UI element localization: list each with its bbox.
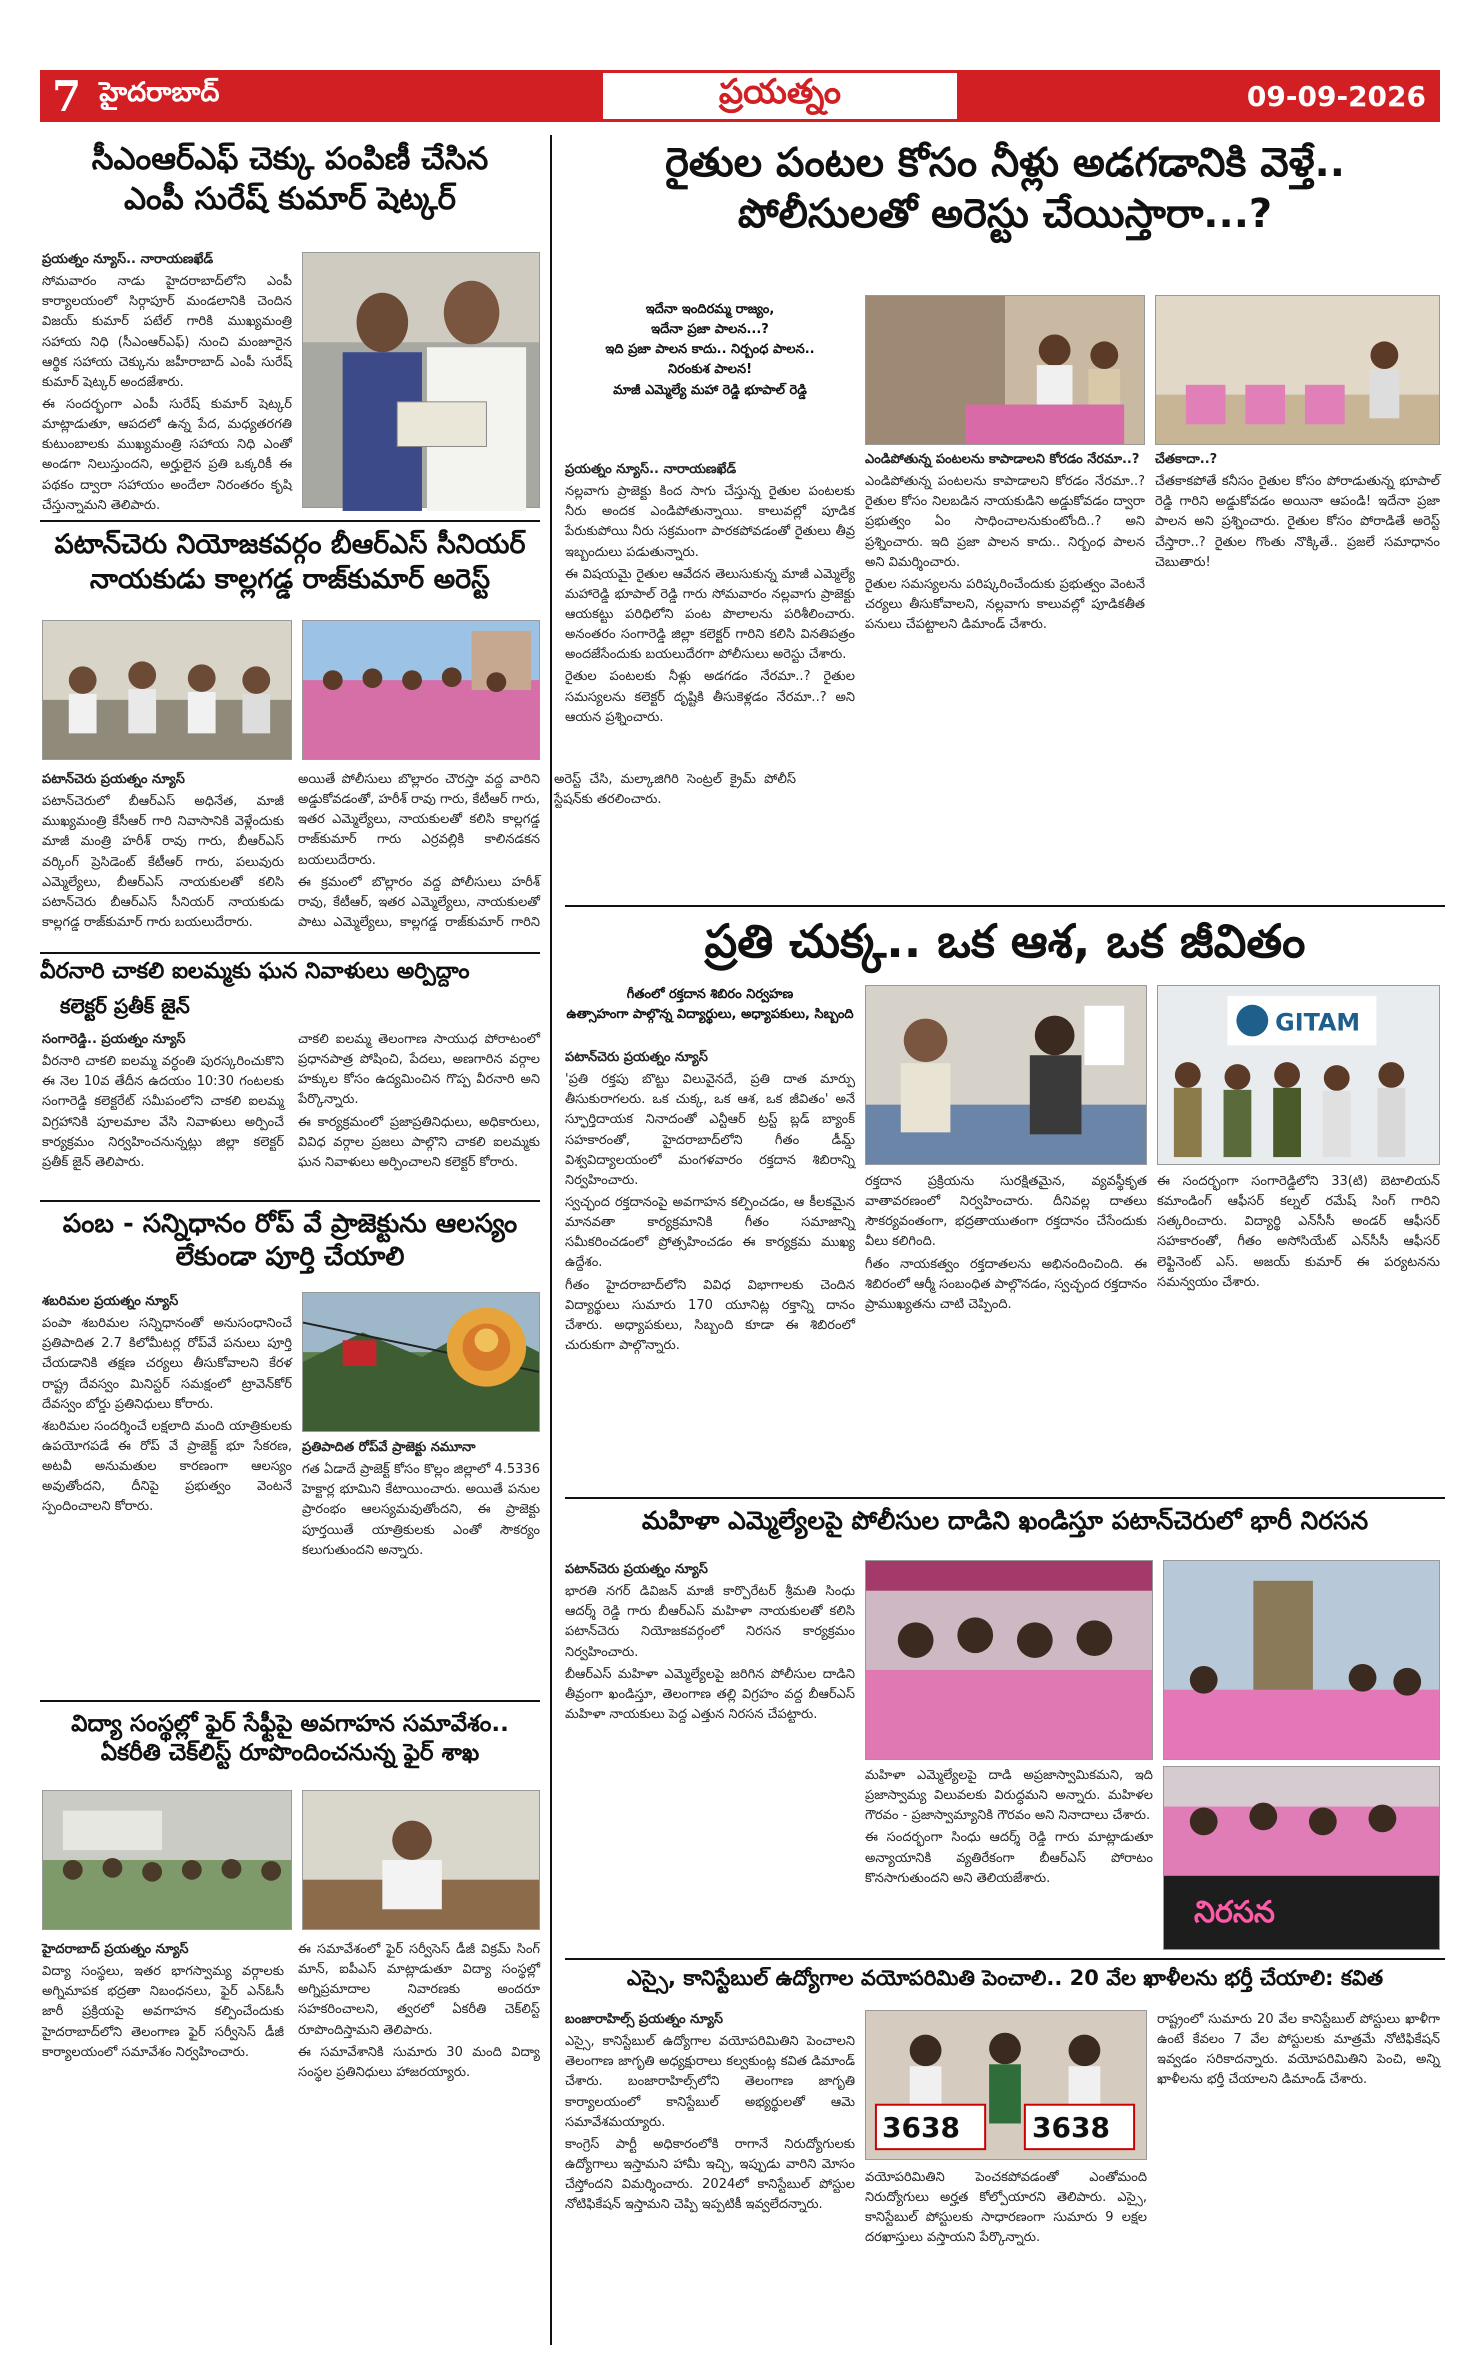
patancheru-body: పటాన్‌చెరు ప్రయత్నం న్యూస్ పటాన్‌చెరులో బీఆర్ఎస్ అధినేత, మాజీ ముఖ్యమంత్రి కేసీఆర్ గారి నివాసానికి వెళ్లేందుకు మాజీ మంత్రి హరీశ్ రావు గారు, బీఆర్ఎస్ వర్కింగ్ ప్రెసిడెంట్ కేటీఆర్ గారు, పలువురు ఎమ్మెల్యేలు, బీఆర్ఎస్ నాయకులతో కలిసి పటాన్‌చెరు బీఆర్ఎస్ సీనియర్ నాయకుడు కాల్లగడ్డ రాజ్‌కుమార్ గారు బయలుదేరారు. అయితే పోలీసులు బొల్లారం చౌరస్తా వద్ద వారిని అడ్డుకోవడంతో, హరీశ్ రావు గారు, కేటీఆర్ గారు, ఇతర ఎమ్మెల్యేలు, నాయకులతో కలిసి కాల్లగడ్డ రాజ్‌కుమార్ గారు ఎర్రవల్లికి కాలినడకన బయలుదేరారు. ఈ క్రమంలో బొల్లారం వద్ద పోలీసులు హరీశ్ రావు, కేటీఆర్, ఇతర ఎమ్మెల్యేలు, నాయకులతో పాటు ఎమ్మెల్యేలు, కాల్లగడ్డ రాజ్‌కుమార్ గారిని అరెస్ట్ చేసి, మల్కాజిగిరి సెంట్రల్ క్రైమ్ పోలీస్ స్టేషన్‌కు తరలించారు. — [42, 772, 796, 930]
cmrf-body: ప్రయత్నం న్యూస్.. నారాయణఖేడ్ సోమవారం నాడు హైదరాబాద్‌లోని ఎంపీ కార్యాలయంలో సిర్గాపూర్ మండలానికి చెందిన విజయ్ కుమార్ పటేల్ గారికి ముఖ్యమంత్రి సహాయ నిధి (సీఎంఆర్ఎఫ్) నుంచి మంజూరైన ఆర్థిక సహాయ చెక్కును జహీరాబాద్ ఎంపీ సురేష్ కుమార్ షెట్కర్ అందజేశారు. ఈ సందర్భంగా ఎంపీ సురేష్ కుమార్ షెట్కర్ మాట్లాడుతూ, ఆపదలో ఉన్న పేద, మధ్యతరగతి కుటుంబాలకు ముఖ్యమంత్రి సహాయ నిధి ఎంతో అండగా నిలుస్తుందని, అర్హులైన ప్రతి ఒక్కరికీ ఈ పథకం ద్వారా సహాయం అందేలా నిరంతరం కృషి చేస్తున్నామని తెలిపారు. — [42, 252, 292, 513]
fire-photo-2 — [302, 1790, 540, 1930]
kavitha-body-2: వయోపరిమితిని పెంచకపోవడంతో ఎంతోమంది నిరుద్యోగులు అర్హత కోల్పోయారని తెలిపారు. ఎస్సై, కానిస్టేబుల్ పోస్టులకు సాధారణంగా సుమారు 9 లక్షల దరఖాస్తులు వస్తాయని పేర్కొన్నారు. — [865, 2170, 1147, 2246]
kavitha-headline: ఎస్సై, కానిస్టేబుల్ ఉద్యోగాల వయోపరిమితి పెంచాలి.. 20 వేల ఖాళీలను భర్తీ చేయాలి: కవిత — [626, 1966, 1384, 1990]
protest-banner-text: నిరసన — [1194, 1895, 1275, 1930]
blood-photo-2 — [1157, 985, 1440, 1165]
divider — [40, 1700, 540, 1702]
issue-date: 09-09-2026 — [1246, 80, 1426, 113]
mla-body-1: పటాన్‌చెరు ప్రయత్నం న్యూస్ భారతి నగర్ డివిజన్ మాజీ కార్పొరేటర్ శ్రీమతి సింధు ఆదర్శ్ రెడ్డి గారు బీఆర్ఎస్ మహిళా నాయకులతో కలిసి పటాన్‌చెరు నియోజకవర్గంలో నిరసన కార్యక్రమం నిర్వహించారు. బీఆర్ఎస్ మహిళా ఎమ్మెల్యేలపై జరిగిన పోలీసుల దాడిని తీవ్రంగా ఖండిస్తూ, తెలంగాణ తల్లి విగ్రహం వద్ద బీఆర్ఎస్ మహిళా నాయకులు పెద్ద ఎత్తున నిరసన చేపట్టారు. — [565, 1562, 855, 1722]
pamba-headline: పంబ - సన్నిధానం రోప్ వే ప్రాజెక్టును ఆలస్యం లేకుండా పూర్తి చేయాలి — [62, 1209, 518, 1273]
blood-kicker: గీతంలో రక్తదాన శిబిరం నిర్వహణ ఉత్సాహంగా పాల్గొన్న విద్యార్థులు, అధ్యాపకులు, సిబ్బంది — [566, 987, 854, 1022]
kavitha-photo — [865, 2010, 1147, 2160]
divider — [565, 905, 1445, 907]
mla-body-2: మహిళా ఎమ్మెల్యేలపై దాడి అప్రజాస్వామికమని, ఇది ప్రజాస్వామ్య విలువలకు విరుద్ధమని అన్నారు. మహిళల గౌరవం - ప్రజాస్వామ్యానికి గౌరవం అని నినాదాలు చేశారు. ఈ సందర్భంగా సింధు ఆదర్శ్ రెడ్డి గారు మాట్లాడుతూ అన్యాయానికి వ్యతిరేకంగా బీఆర్ఎస్ పోరాటం కొనసాగుతుందని అని తెలియజేశారు. — [865, 1768, 1153, 1886]
farmers-body-2: ఎండిపోతున్న పంటలను కాపాడాలని కోరడం నేరమా..? ఎండిపోతున్న పంటలను కాపాడాలని కోరడం నేరమా..? రైతుల కోసం నిలబడిన నాయకుడిని అడ్డుకోవడం ద్వారా ప్రభుత్వం ఏం సాధించాలనుకుంటోంది..? అని ప్రశ్నించారు. ఇది ప్రజా పాలన కాదు.. నిర్బంధ పాలన అని విమర్శించారు. రైతుల సమస్యలను పరిష్కరించేందుకు ప్రభుత్వం వెంటనే చర్యలు తీసుకోవాలని, నల్లవాగు కాలువల్లో పూడికతీత పనులు చేపట్టాలని డిమాండ్ చేశారు. — [865, 452, 1145, 633]
mla-photo-1 — [865, 1560, 1153, 1760]
kavitha-body-1: బంజారాహిల్స్ ప్రయత్నం న్యూస్ ఎస్సై, కానిస్టేబుల్ ఉద్యోగాల వయోపరిమితిని పెంచాలని తెలంగాణ జాగృతి అధ్యక్షురాలు కల్వకుంట్ల కవిత డిమాండ్ చేశారు. బంజారాహిల్స్‌లోని తెలంగాణ జాగృతి కార్యాలయంలో కానిస్టేబుల్ అభ్యర్థులతో ఆమె సమావేశమయ్యారు. కాంగ్రెస్ పార్టీ అధికారంలోకి రాగానే నిరుద్యోగులకు ఉద్యోగాలు ఇస్తామని హామీ ఇచ్చి, ఇప్పుడు వారిని మోసం చేస్తోందని విమర్శించారు. 2024లో కానిస్టేబుల్ పోస్టుల నోటిఫికేషన్ ఇస్తామని చెప్పి ఇప్పటికీ ఇవ్వలేదన్నారు. — [565, 2012, 855, 2213]
column-divider — [550, 135, 552, 2345]
edition-city: హైదరాబాద్ — [99, 77, 220, 108]
blood-photo-1 — [865, 985, 1147, 1165]
farmers-photo-1 — [865, 295, 1145, 445]
mla-headline: మహిళా ఎమ్మెల్యేలపై పోలీసుల దాడిని ఖండిస్తూ పటాన్‌చెరులో భారీ నిరసన — [641, 1506, 1369, 1535]
veeranari-headline: వీరనారి చాకలి ఐలమ్మకు ఘన నివాళులు అర్పిద్దాం — [40, 959, 470, 984]
patancheru-headline: పటాన్‌చెరు నియోజకవర్గం బీఆర్ఎస్ సీనియర్ నాయకుడు కాల్లగడ్డ రాజ్‌కుమార్ అరెస్ట్ — [54, 529, 526, 595]
veeranari-subhead: కలెక్టర్ ప్రతీక్ జైన్ — [60, 994, 190, 1018]
patancheru-photo-2 — [302, 620, 540, 760]
fire-photo-1 — [42, 1790, 292, 1930]
divider — [40, 1200, 540, 1202]
farmers-body-3: చేతకాదా..? చేతకాకపోతే కనీసం రైతుల కోసం పోరాడుతున్న భూపాల్ రెడ్డి గారిని అడ్డుకోవడం అయినా ఆపండి! ఇదేనా ప్రజా పాలన అని ప్రశ్నించారు. రైతుల కోసం పోరాడితే అరెస్ట్ చేస్తారా..? రైతుల గొంతు నొక్కితే.. ప్రజలే సమాధానం చెబుతారు! — [1155, 452, 1440, 570]
cmrf-headline: సీఎంఆర్ఎఫ్ చెక్కు పంపిణీ చేసిన ఎంపీ సురేష్ కుమార్ షెట్కర్ — [91, 141, 489, 217]
patancheru-photo-1 — [42, 620, 292, 760]
svg-text:GITAM: GITAM — [1275, 1008, 1361, 1037]
divider — [40, 520, 540, 522]
blood-body-2: రక్తదాన ప్రక్రియను సురక్షితమైన, వ్యవస్థీకృత వాతావరణంలో నిర్వహించారు. దీనివల్ల దాతలు సౌకర్యవంతంగా, భద్రతాయుతంగా రక్తదానం చేసేందుకు వీలు కలిగింది. గీతం నాయకత్వం రక్తదాతలను అభినందించింది. ఈ శిబిరంలో ఆర్మీ సంబంధిత పాల్గొనడం, స్వచ్ఛంద రక్తదానం ప్రాముఖ్యతను చాటి చెప్పింది. — [865, 1174, 1147, 1312]
divider — [565, 1958, 1445, 1960]
pamba-body-2: ప్రతిపాదిత రోప్‌వే ప్రాజెక్టు నమూనా గత ఏడాదే ప్రాజెక్ట్ కోసం కొల్లం జిల్లాలో 4.5336 హెక్టార్ల భూమిని కేటాయించారు. అయితే పనుల ప్రారంభం ఆలస్యమవుతోందని, ఈ ప్రాజెక్టు పూర్తయితే యాత్రికులకు ఎంతో సౌకర్యం కలుగుతుందని అన్నారు. — [302, 1440, 540, 1558]
farmers-body-1: ప్రయత్నం న్యూస్.. నారాయణఖేడ్ నల్లవాగు ప్రాజెక్టు కింద సాగు చేస్తున్న రైతుల పంటలకు నీరు అందక ఎండిపోతున్నాయి. కాలువల్లో పూడిక పేరుకుపోయి నీరు సక్రమంగా పారకపోవడంతో రైతులు తీవ్ర ఇబ్బందులు పడుతున్నారు. ఈ విషయమై రైతుల ఆవేదన తెలుసుకున్న మాజీ ఎమ్మెల్యే మహారెడ్డి భూపాల్ రెడ్డి గారు సోమవారం నల్లవాగు ప్రాజెక్టు ఆయకట్టు పరిధిలోని పంట పొలాలను పరిశీలించారు. అనంతరం సంగారెడ్డి జిల్లా కలెక్టర్ గారిని కలిసి వినతిపత్రం అందజేసేందుకు బయలుదేరగా పోలీసులు అరెస్టు చేశారు. రైతుల పంటలకు నీళ్లు అడగడం నేరమా..? రైతుల సమస్యలను కలెక్టర్ దృష్టికి తీసుకెళ్లడం నేరమా..? అని ఆయన ప్రశ్నించారు. — [565, 462, 855, 725]
pamba-body-1: శబరిమల ప్రయత్నం న్యూస్ పంపా శబరిమల సన్నిధానంతో అనుసంధానించే ప్రతిపాదిత 2.7 కిలోమీటర్ల రోప్‌వే పనులు పూర్తి చేయడానికి తక్షణ చర్యలు తీసుకోవాలని కేరళ రాష్ట్ర దేవస్వం మినిస్టర్ సమక్షంలో ట్రావెన్‌కోర్ దేవస్వం బోర్డు ప్రతినిధులు కోరారు. శబరిమల సందర్శించే లక్షలాది మంది యాత్రికులకు ఉపయోగపడే ఈ రోప్ వే ప్రాజెక్ట్ భూ సేకరణ, అటవీ అనుమతుల కారణంగా ఆలస్యం అవుతోందని, దీనిపై ప్రభుత్వం వెంటనే స్పందించాలని కోరారు. — [42, 1294, 292, 1515]
masthead — [40, 70, 1440, 122]
divider — [40, 952, 540, 954]
paper-name: ప్రయత్నం — [600, 70, 960, 122]
farmers-photo-2 — [1155, 295, 1440, 445]
blood-body-3: ఈ సందర్భంగా సంగారెడ్డిలోని 33(టి) బెటాలియన్ కమాండింగ్ ఆఫీసర్ కల్నల్ రమేష్ సింగ్ గారిని సత్కరించారు. విద్యార్థి ఎన్‌సీసీ అండర్ ఆఫీసర్ సహకారంతో, గీతం అసోసియేట్ ఎన్‌సీసీ ఆఫీసర్ లెఫ్టినెంట్ ఎస్. అజయ్ కుమార్ ఈ పర్యటనను సమన్వయం చేశారు. — [1157, 1174, 1440, 1290]
mla-photo-3 — [1163, 1766, 1440, 1950]
blood-headline: ప్రతి చుక్క.. ఒక ఆశ, ఒక జీవితం — [704, 914, 1306, 968]
fire-headline: విద్యా సంస్థల్లో ఫైర్ సేఫ్టీపై అవగాహన సమావేశం.. ఏకరీతి చెక్‌లిస్ట్ రూపొందించనున్న ఫైర్ శాఖ — [71, 1711, 509, 1767]
mla-photo-2 — [1163, 1560, 1440, 1760]
placard-number: 3638 — [1032, 2111, 1110, 2144]
divider — [565, 1497, 1445, 1499]
kavitha-body-3: రాష్ట్రంలో సుమారు 20 వేల కానిస్టేబుల్ పోస్టులు ఖాళీగా ఉంటే కేవలం 7 వేల పోస్టులకు మాత్రమే నోటిఫికేషన్ ఇవ్వడం సరికాదన్నారు. వయోపరిమితిని పెంచి, అన్ని ఖాళీలను భర్తీ చేయాలని డిమాండ్ చేశారు. — [1157, 2012, 1440, 2088]
farmers-headline: రైతుల పంటల కోసం నీళ్లు అడగడానికి వెళ్తే.. పోలీసులతో అరెస్టు చేయిస్తారా...? — [665, 140, 1345, 238]
page-number: 7 — [52, 71, 82, 121]
ropeway-photo — [302, 1292, 540, 1432]
fire-body: హైదరాబాద్ ప్రయత్నం న్యూస్ విద్యా సంస్థలు, ఇతర భాగస్వామ్య వర్గాలకు అగ్నిమాపక భద్రతా నిబంధనలు, ఫైర్ ఎన్‌ఓసీ జారీ ప్రక్రియపై అవగాహన కల్పించేందుకు హైదరాబాద్‌లోని తెలంగాణ ఫైర్ సర్వీసెస్ డీజీ కార్యాలయంలో సమావేశం నిర్వహించారు. ఈ సమావేశంలో ఫైర్ సర్వీసెస్ డీజీ విక్రమ్ సింగ్ మాన్, ఐపీఎస్ మాట్లాడుతూ విద్యా సంస్థల్లో అగ్నిప్రమాదాల నివారణకు అందరూ సహకరించాలని, త్వరలో ఏకరీతి చెక్‌లిస్ట్ రూపొందిస్తామని తెలిపారు. ఈ సమావేశానికి సుమారు 30 మంది విద్యా సంస్థల ప్రతినిధులు హాజరయ్యారు. — [42, 1942, 540, 2080]
blood-body-1: పటాన్‌చెరు ప్రయత్నం న్యూస్ 'ప్రతి రక్తపు బొట్టు విలువైనదే, ప్రతి దాత మార్పు తీసుకురాగలరు. ఒక చుక్క, ఒక ఆశ, ఒక జీవితం' అనే స్ఫూర్తిదాయక నినాదంతో ఎన్టీఆర్ ట్రస్ట్ బ్లడ్ బ్యాంక్ సహకారంతో, హైదరాబాద్‌లోని గీతం డీమ్డ్ విశ్వవిద్యాలయంలో మంగళవారం రక్తదాన శిబిరాన్ని నిర్వహించారు. స్వచ్ఛంద రక్తదానంపై అవగాహన కల్పించడం, ఆ కీలకమైన మానవతా కార్యక్రమానికి గీతం సమాజాన్ని సమీకరించడంలో ప్రోత్సహించడం ఈ కార్యక్రమ ముఖ్య ఉద్దేశం. గీతం హైదరాబాద్‌లోని వివిధ విభాగాలకు చెందిన విద్యార్థులు సుమారు 170 యూనిట్ల రక్తాన్ని దానం చేశారు. అధ్యాపకులు, సిబ్బంది కూడా ఈ శిబిరంలో చురుకుగా పాల్గొన్నారు. — [565, 1050, 855, 1353]
placard-number: 3638 — [882, 2111, 960, 2144]
cmrf-photo — [302, 252, 540, 508]
veeranari-body: సంగారెడ్డి.. ప్రయత్నం న్యూస్ వీరనారి చాకలి ఐలమ్మ వర్ధంతి పురస్కరించుకొని ఈ నెల 10వ తేదీన ఉదయం 10:30 గంటలకు సంగారెడ్డి కలెక్టరేట్ సమీపంలోని చాకలి ఐలమ్మ విగ్రహానికి పూలమాల వేసి నివాళులు అర్పించే కార్యక్రమం నిర్వహించనున్నట్లు జిల్లా కలెక్టర్ ప్రతీక్ జైన్ తెలిపారు. చాకలి ఐలమ్మ తెలంగాణ సాయుధ పోరాటంలో ప్రధానపాత్ర పోషించి, పేదలు, అణగారిన వర్గాల హక్కుల కోసం ఉద్యమించిన గొప్ప వీరనారి అని పేర్కొన్నారు. ఈ కార్యక్రమంలో ప్రజాప్రతినిధులు, అధికారులు, వివిధ వర్గాల ప్రజలు పాల్గొని చాకలి ఐలమ్మకు ఘన నివాళులు అర్పించాలని కలెక్టర్ కోరారు. — [42, 1032, 540, 1170]
farmers-slogans: ఇదేనా ఇందిరమ్మ రాజ్యం, ఇదేనా ప్రజా పాలన...? ఇది ప్రజా పాలన కాదు.. నిర్బంధ పాలన.. నిరంకుశ పాలన! మాజీ ఎమ్మెల్యే మహా రెడ్డి భూపాల్ రెడ్డి — [605, 302, 815, 398]
